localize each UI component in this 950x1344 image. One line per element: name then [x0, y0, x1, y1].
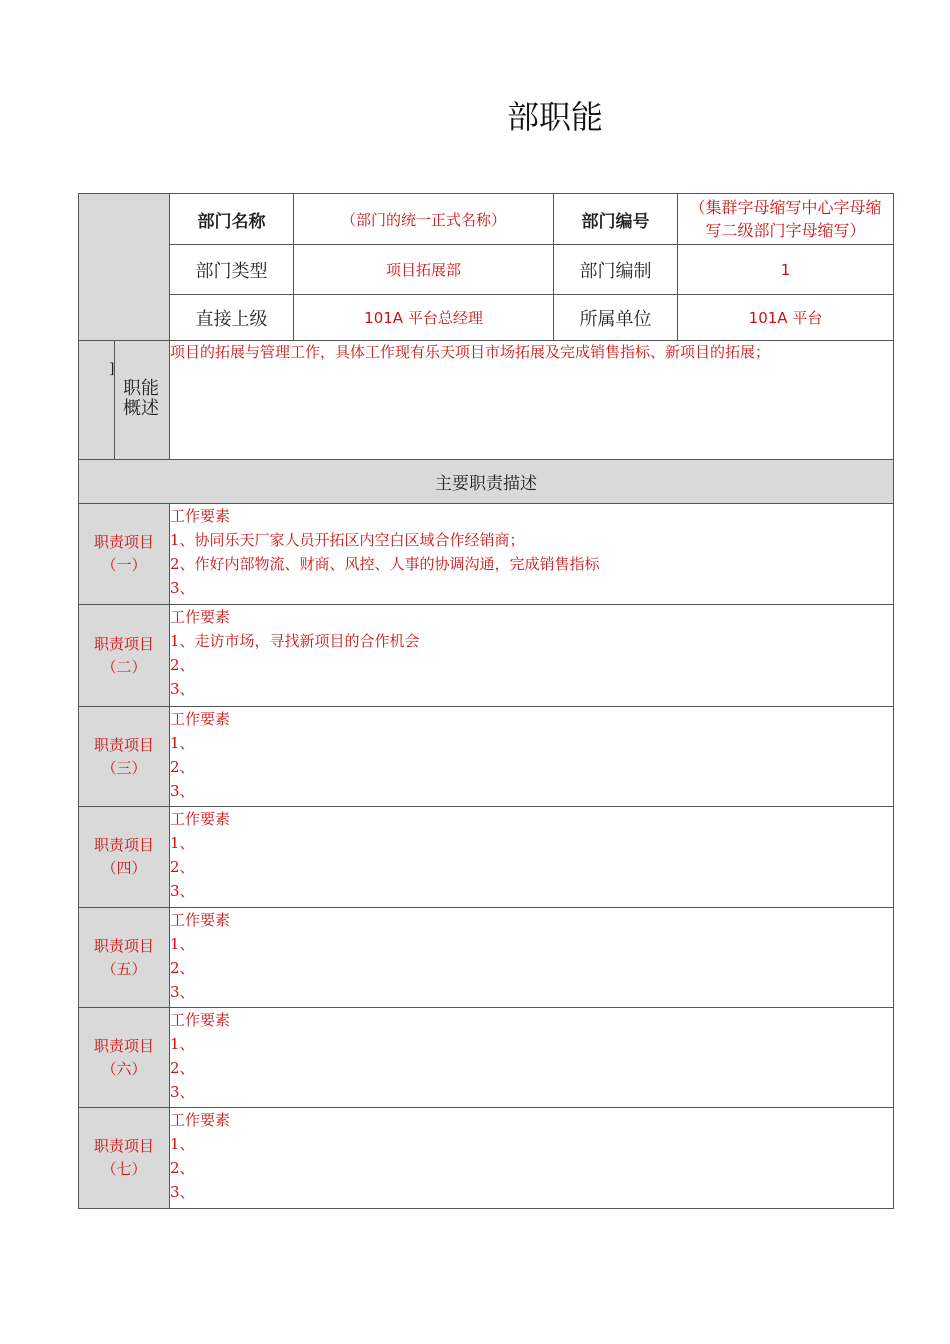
duty-content-cell	[170, 707, 894, 807]
duty-label: 职责项目	[93, 533, 154, 551]
work-elements-heading: 工作要素	[170, 1111, 231, 1129]
work-elements-heading: 工作要素	[170, 608, 231, 626]
duty-line: 3、	[170, 1183, 195, 1201]
unit-label: 所属单位	[554, 295, 678, 341]
dept-type-label: 部门类型	[170, 245, 294, 295]
duty-label: 职责项目	[93, 1036, 154, 1055]
duty-content-cell	[170, 1108, 894, 1209]
duty-line: 1、	[170, 834, 195, 852]
summary-label-line1: 职能	[123, 378, 159, 399]
superior-label: 直接上级	[170, 295, 294, 341]
duty-content-cell	[170, 605, 894, 707]
duty-line: 2、	[170, 758, 195, 776]
duty-row	[79, 707, 894, 807]
duty-row	[79, 807, 894, 908]
duty-label: 职责项目	[93, 836, 154, 854]
duty-label-cell	[79, 1108, 170, 1209]
duty-row	[79, 504, 894, 605]
duty-line: 2、	[170, 1059, 195, 1077]
dept-name-label: 部门名称	[170, 194, 294, 245]
summary-label-cell	[79, 341, 170, 460]
duty-content-cell	[170, 504, 894, 605]
duty-number: （六）	[101, 1059, 147, 1078]
duty-number: （二）	[101, 657, 147, 676]
duty-line: 3、	[170, 782, 195, 800]
section-title: 主要职责描述	[79, 460, 894, 504]
duty-line: 1、	[170, 1035, 195, 1053]
duty-line: 3、	[170, 1083, 195, 1101]
work-elements-heading: 工作要素	[170, 911, 231, 929]
duty-number: （三）	[101, 758, 147, 777]
page-title: 部职能	[506, 98, 603, 136]
duty-content-cell	[170, 908, 894, 1008]
duty-label: 职责项目	[93, 735, 154, 754]
duty-number: （四）	[101, 859, 147, 877]
work-elements-heading: 工作要素	[170, 1011, 231, 1029]
duty-line: 1、	[170, 734, 195, 752]
bracket-mark: ]	[109, 361, 115, 377]
duty-line: 2、	[170, 1159, 195, 1177]
duty-label: 职责项目	[93, 1137, 154, 1155]
work-elements-heading: 工作要素	[170, 507, 231, 525]
duty-row	[79, 1008, 894, 1108]
summary-label-line2: 概述	[123, 398, 159, 419]
unit-value: 101A 平台	[678, 295, 894, 341]
duty-content-cell	[170, 807, 894, 908]
dept-type-value: 项目拓展部	[294, 245, 554, 295]
duty-line: 2、	[170, 858, 195, 876]
duty-number: （五）	[101, 959, 147, 978]
duty-label-cell	[79, 807, 170, 908]
duty-line: 3、	[170, 579, 195, 597]
header-blank-cell	[79, 194, 170, 341]
duty-line: 1、走访市场，寻找新项目的合作机会	[170, 632, 420, 650]
duty-label-cell	[79, 908, 170, 1008]
duty-line: 1、	[170, 1135, 195, 1153]
summary-text: 项目的拓展与管理工作，具体工作现有乐天项目市场拓展及完成销售指标、新项目的拓展；	[170, 341, 894, 460]
duty-label: 职责项目	[93, 634, 154, 653]
dept-staff-value: 1	[678, 245, 894, 295]
duty-line: 1、	[170, 935, 195, 953]
duty-line: 3、	[170, 882, 195, 900]
duty-row	[79, 605, 894, 707]
dept-code-value: （集群字母缩写中心字母缩写二级部门字母缩写）	[678, 194, 894, 245]
duty-line: 2、	[170, 656, 195, 674]
work-elements-heading: 工作要素	[170, 810, 231, 828]
duty-number: （七）	[101, 1160, 147, 1178]
duty-line: 1、协同乐天厂家人员开拓区内空白区域合作经销商；	[170, 531, 525, 549]
duty-label-cell	[79, 504, 170, 605]
duty-row	[79, 908, 894, 1008]
duty-line: 3、	[170, 983, 195, 1001]
duty-label: 职责项目	[93, 936, 154, 955]
work-elements-heading: 工作要素	[170, 710, 231, 728]
duty-content-cell	[170, 1008, 894, 1108]
dept-name-value: （部门的统一正式名称）	[294, 194, 554, 245]
department-function-table	[78, 193, 894, 1209]
duty-line: 2、作好内部物流、财商、风控、人事的协调沟通，完成销售指标	[170, 555, 600, 573]
dept-code-label: 部门编号	[554, 194, 678, 245]
duty-label-cell	[79, 605, 170, 707]
duty-number: （一）	[101, 556, 147, 574]
duty-row	[79, 1108, 894, 1209]
duty-label-cell	[79, 1008, 170, 1108]
duty-line: 3、	[170, 680, 195, 698]
duty-label-cell	[79, 707, 170, 807]
dept-staff-label: 部门编制	[554, 245, 678, 295]
duty-line: 2、	[170, 959, 195, 977]
superior-value: 101A 平台总经理	[294, 295, 554, 341]
